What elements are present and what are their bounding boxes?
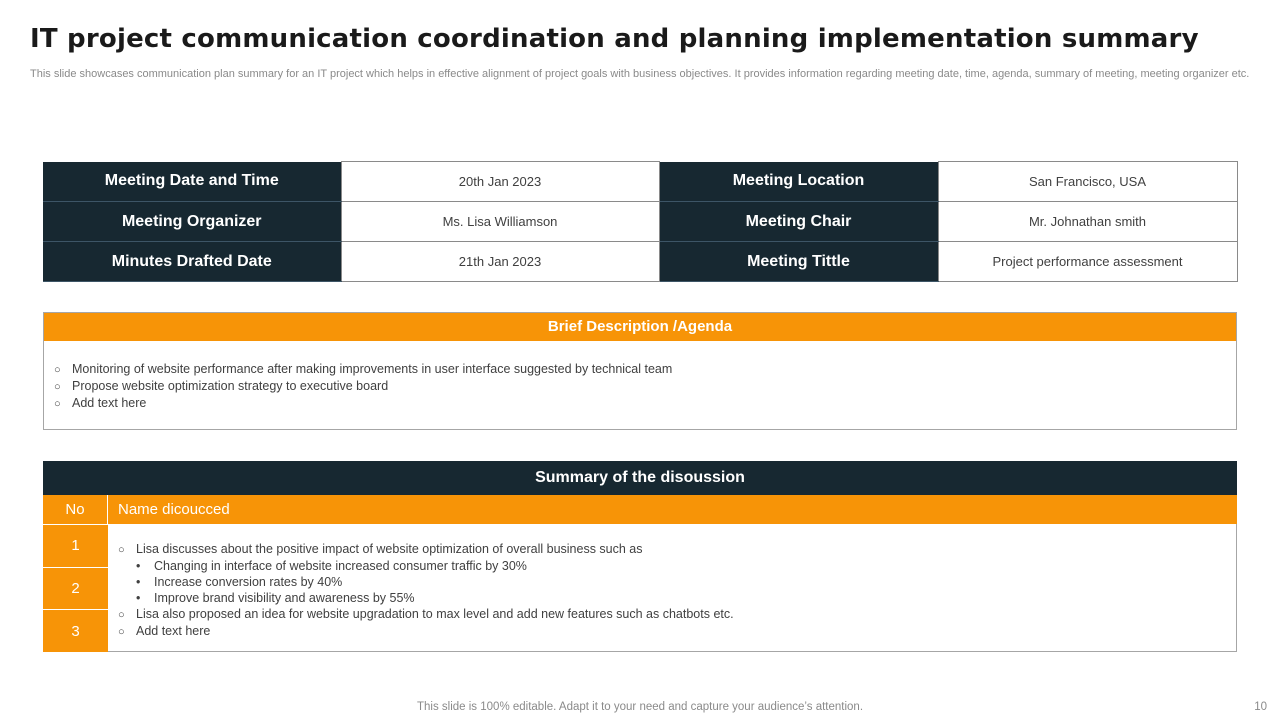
value-meeting-date-time: 20th Jan 2023	[341, 162, 659, 202]
circle-bullet-icon: ○	[54, 364, 61, 376]
row-number: 1	[43, 524, 108, 567]
summary-sub-list	[118, 558, 1236, 606]
table-row	[43, 162, 1237, 202]
dot-bullet-icon: •	[136, 559, 141, 573]
summary-subpoint-text: Changing in interface of website increased consumer traffic by 30%	[154, 559, 527, 573]
meeting-info-table	[43, 161, 1238, 282]
summary-subpoint-text: Improve brand visibility and awareness by 55%	[154, 591, 415, 605]
label-meeting-date-time: Meeting Date and Time	[43, 162, 341, 202]
table-row	[43, 202, 1237, 242]
agenda-item-text: Monitoring of website performance after making improvements in user interface suggested by technical team	[72, 362, 673, 376]
list-item	[54, 378, 1236, 395]
dot-bullet-icon: •	[136, 591, 141, 605]
summary-column-headers	[43, 495, 1237, 524]
summary-point-text: Lisa also proposed an idea for website upgradation to max level and add new features such as chatbots etc.	[136, 607, 734, 621]
summary-list	[108, 524, 1236, 640]
list-item	[136, 574, 1236, 590]
circle-bullet-icon: ○	[118, 544, 125, 556]
label-meeting-organizer: Meeting Organizer	[43, 202, 341, 242]
footer-text: This slide is 100% editable. Adapt it to your need and capture your audience’s attention.	[416, 701, 864, 713]
agenda-heading: Brief Description /Agenda	[44, 313, 1236, 341]
summary-body	[43, 524, 1237, 652]
summary-point-text: Add text here	[136, 624, 211, 638]
slide-subtitle: This slide showcases communication plan summary for an IT project which helps in effective alignment of project goals with business objectives. It provides information regarding meeting date, time, agenda, summary of meeting, meeting organizer etc.	[30, 68, 1250, 80]
list-item	[118, 606, 1236, 623]
summary-number-column	[43, 524, 108, 652]
label-meeting-title: Meeting Tittle	[659, 242, 938, 282]
circle-bullet-icon: ○	[54, 381, 61, 393]
slide-title: IT project communication coordination and planning implementation summary	[30, 24, 1199, 54]
row-number: 2	[43, 567, 108, 610]
label-meeting-location: Meeting Location	[659, 162, 938, 202]
label-minutes-drafted-date: Minutes Drafted Date	[43, 242, 341, 282]
column-header-name: Name dicoucced	[118, 501, 230, 518]
list-item	[118, 541, 1236, 606]
value-meeting-location: San Francisco, USA	[938, 162, 1237, 202]
value-meeting-chair: Mr. Johnathan smith	[938, 202, 1237, 242]
list-item	[136, 558, 1236, 574]
agenda-item-text: Add text here	[72, 396, 147, 410]
agenda-item-text: Propose website optimization strategy to executive board	[72, 379, 389, 393]
value-meeting-organizer: Ms. Lisa Williamson	[341, 202, 659, 242]
summary-table	[43, 461, 1237, 652]
agenda-list	[44, 341, 1236, 412]
list-item	[54, 395, 1236, 412]
agenda-box	[43, 312, 1237, 430]
table-row	[43, 242, 1237, 282]
label-meeting-chair: Meeting Chair	[659, 202, 938, 242]
value-meeting-title: Project performance assessment	[938, 242, 1237, 282]
summary-description	[108, 524, 1237, 652]
column-header-no: No	[43, 495, 108, 524]
circle-bullet-icon: ○	[118, 626, 125, 638]
page-number: 10	[1254, 701, 1267, 713]
circle-bullet-icon: ○	[118, 609, 125, 621]
list-item	[136, 590, 1236, 606]
dot-bullet-icon: •	[136, 575, 141, 589]
summary-heading: Summary of the disoussion	[43, 461, 1237, 495]
list-item	[54, 361, 1236, 378]
summary-subpoint-text: Increase conversion rates by 40%	[154, 575, 343, 589]
summary-point-text: Lisa discusses about the positive impact of website optimization of overall business such as	[136, 542, 643, 556]
list-item	[118, 623, 1236, 640]
row-number: 3	[43, 609, 108, 652]
value-minutes-drafted-date: 21th Jan 2023	[341, 242, 659, 282]
circle-bullet-icon: ○	[54, 398, 61, 410]
